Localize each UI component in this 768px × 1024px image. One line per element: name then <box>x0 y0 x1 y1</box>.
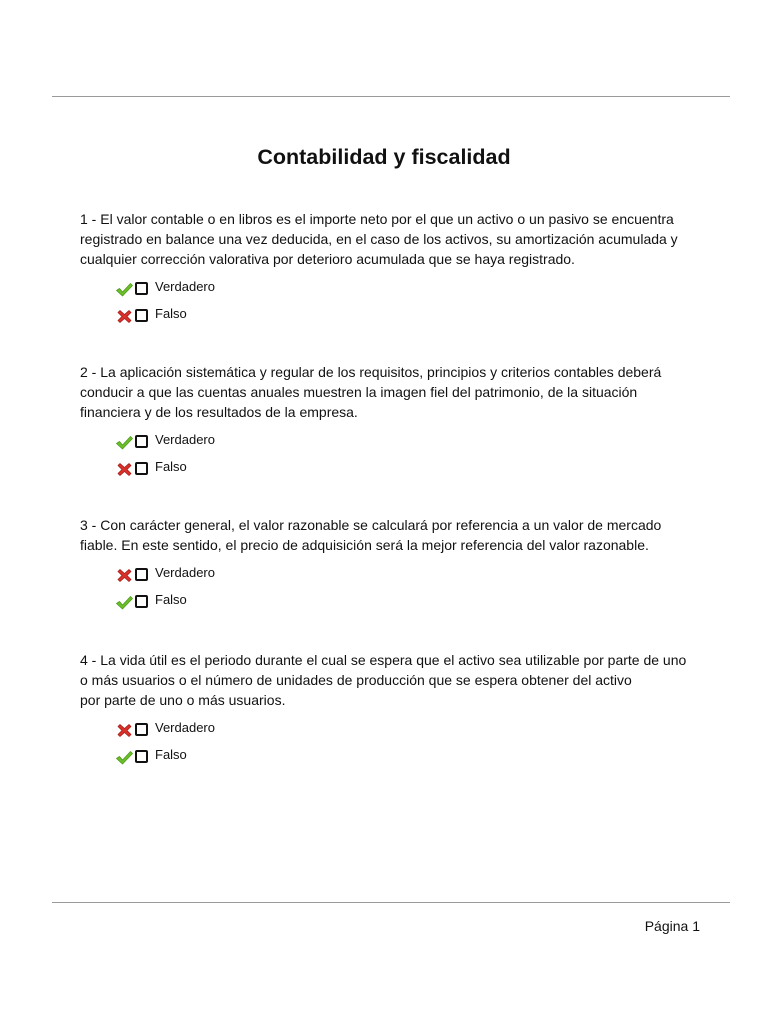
option-label: Verdadero <box>155 279 215 294</box>
option-verdadero[interactable] <box>80 565 720 592</box>
option-label: Falso <box>155 459 187 474</box>
question-text: 3 - Con carácter general, el valor razonable se calculará por referencia a un valor de mercado fiable. En este sentido, el precio de adquisición será la mejor referencia del valor razonable. <box>80 517 662 553</box>
option-label: Verdadero <box>155 565 215 580</box>
option-falso[interactable] <box>80 459 720 486</box>
check-icon <box>115 594 134 611</box>
cross-icon <box>115 722 134 739</box>
question-text: 1 - El valor contable o en libros es el importe neto por el que un activo o un pasivo se encuentra registrado en balance una vez deducida, en el caso de los activos, su amortización acumulada y cualquier corrección valorativa por deterioro acumulada que se haya registrado. <box>80 211 678 267</box>
answer-options <box>80 432 720 486</box>
option-verdadero[interactable] <box>80 432 720 459</box>
answer-checkbox[interactable] <box>135 309 148 322</box>
answer-checkbox[interactable] <box>135 462 148 475</box>
answer-checkbox[interactable] <box>135 435 148 448</box>
question-4 <box>80 650 720 774</box>
check-icon <box>115 749 134 766</box>
option-label: Falso <box>155 592 187 607</box>
option-falso[interactable] <box>80 592 720 619</box>
answer-options <box>80 279 720 333</box>
bottom-divider <box>52 902 730 903</box>
question-text: 4 - La vida útil es el periodo durante el cual se espera que el activo sea utilizable por parte de uno o más usuarios o el número de unidades de producción que se espera obtener del activo por parte de uno o más usuarios. <box>80 652 687 708</box>
question-text: 2 - La aplicación sistemática y regular de los requisitos, principios y criterios contables deberá conducir a que las cuentas anuales muestren la imagen fiel del patrimonio, de la situación financiera y de los resultados de la empresa. <box>80 364 662 420</box>
page-title: Contabilidad y fiscalidad <box>257 145 511 169</box>
check-icon <box>115 281 134 298</box>
option-verdadero[interactable] <box>80 279 720 306</box>
cross-icon <box>115 461 134 478</box>
question-1 <box>80 209 720 333</box>
answer-checkbox[interactable] <box>135 750 148 763</box>
question-3 <box>80 515 720 619</box>
cross-icon <box>115 567 134 584</box>
option-falso[interactable] <box>80 747 720 774</box>
check-icon <box>115 434 134 451</box>
option-verdadero[interactable] <box>80 720 720 747</box>
question-2 <box>80 362 720 486</box>
option-label: Falso <box>155 306 187 321</box>
cross-icon <box>115 308 134 325</box>
option-falso[interactable] <box>80 306 720 333</box>
answer-options <box>80 720 720 774</box>
answer-checkbox[interactable] <box>135 282 148 295</box>
answer-checkbox[interactable] <box>135 595 148 608</box>
option-label: Verdadero <box>155 432 215 447</box>
top-divider <box>52 96 730 97</box>
option-label: Verdadero <box>155 720 215 735</box>
answer-checkbox[interactable] <box>135 568 148 581</box>
answer-checkbox[interactable] <box>135 723 148 736</box>
option-label: Falso <box>155 747 187 762</box>
answer-options <box>80 565 720 619</box>
page-number: Página 1 <box>644 918 700 934</box>
